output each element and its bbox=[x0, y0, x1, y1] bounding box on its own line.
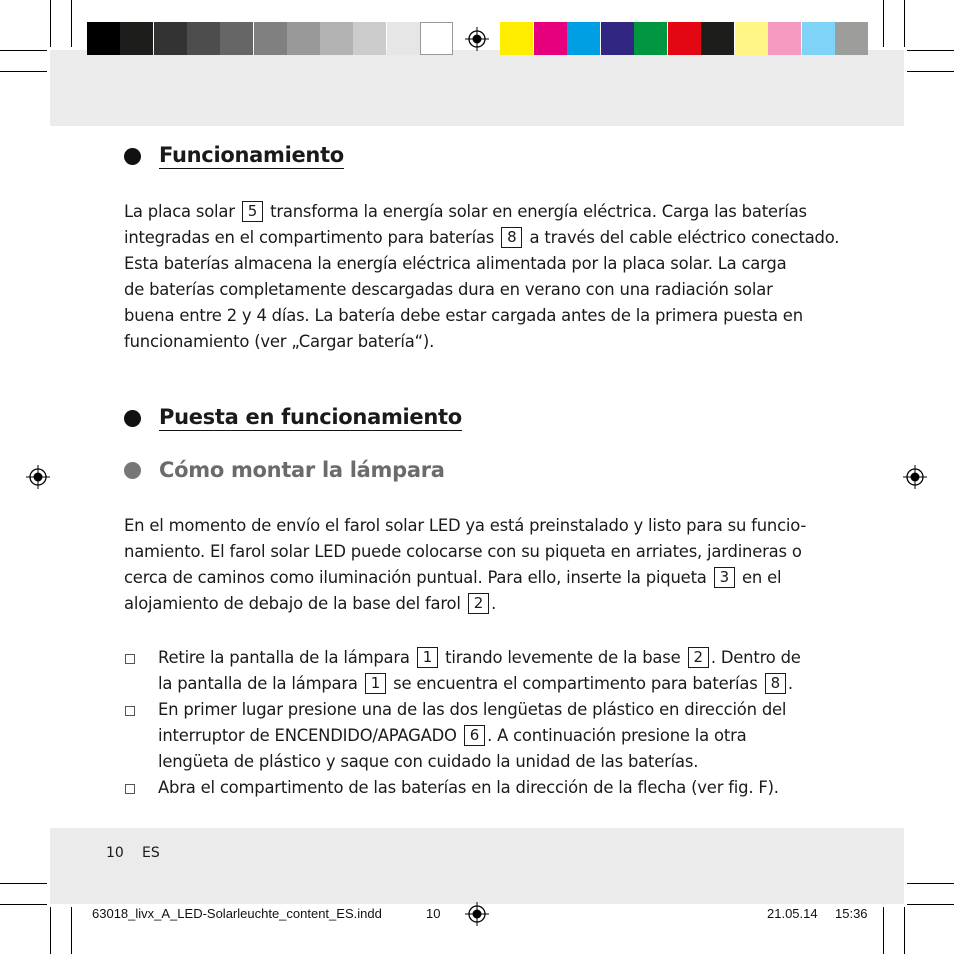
part-reference-number: 8 bbox=[501, 227, 522, 248]
text-line bbox=[158, 775, 779, 801]
gray-swatch bbox=[387, 22, 420, 55]
text-segment: funcionamiento (ver „Cargar batería“). bbox=[124, 332, 435, 351]
process-color-swatch bbox=[701, 22, 734, 55]
process-color-swatch bbox=[802, 22, 835, 55]
process-color-swatch bbox=[500, 22, 533, 55]
process-color-swatch bbox=[668, 22, 701, 55]
slug-page: 10 bbox=[426, 906, 441, 921]
part-reference-number: 6 bbox=[464, 725, 485, 746]
text-line bbox=[124, 329, 834, 355]
footer-band bbox=[50, 828, 904, 904]
registration-mark-icon bbox=[26, 465, 50, 489]
text-segment: buena entre 2 y 4 días. La batería debe estar cargada antes de la primera puesta en bbox=[124, 306, 803, 325]
text-segment: en el bbox=[737, 568, 782, 587]
text-segment: . A continuación presione la otra bbox=[487, 726, 747, 745]
text-line bbox=[124, 199, 834, 225]
process-color-swatch bbox=[735, 22, 768, 55]
language-code: ES bbox=[142, 845, 160, 861]
process-color-swatch bbox=[567, 22, 600, 55]
process-color-swatch bbox=[601, 22, 634, 55]
text-segment: . bbox=[491, 594, 497, 613]
text-line bbox=[124, 591, 834, 617]
gray-swatch bbox=[254, 22, 287, 55]
text-line bbox=[158, 697, 786, 723]
text-segment: alojamiento de debajo de la base del farol bbox=[124, 594, 466, 613]
bullet-icon bbox=[124, 410, 141, 427]
text-line bbox=[158, 645, 801, 671]
text-segment: la pantalla de la lámpara bbox=[158, 674, 363, 693]
part-reference-number: 2 bbox=[688, 647, 709, 668]
part-reference-number: 2 bbox=[468, 593, 489, 614]
header-band bbox=[50, 50, 904, 126]
section-heading-puesta bbox=[124, 405, 462, 431]
gray-swatch bbox=[220, 22, 253, 55]
text-segment: cerca de caminos como iluminación puntual. Para ello, inserte la piqueta bbox=[124, 568, 712, 587]
paragraph-funcionamiento bbox=[124, 199, 840, 355]
text-segment: Abra el compartimento de las baterías en la dirección de la flecha (ver fig. F). bbox=[158, 778, 779, 797]
part-reference-number: 1 bbox=[417, 647, 438, 668]
text-segment: . Dentro de bbox=[710, 648, 801, 667]
checkbox-bullet-icon bbox=[125, 654, 135, 664]
text-line bbox=[158, 749, 786, 775]
gray-swatch bbox=[420, 22, 453, 55]
text-segment: namiento. El farol solar LED puede colocarse con su piqueta en arriates, jardineras o bbox=[124, 542, 802, 561]
gray-swatch bbox=[187, 22, 220, 55]
bullet-icon bbox=[124, 148, 141, 165]
part-reference-number: 1 bbox=[365, 673, 386, 694]
gray-swatch bbox=[120, 22, 153, 55]
text-line bbox=[124, 513, 834, 539]
text-segment: interruptor de ENCENDIDO/APAGADO bbox=[158, 726, 462, 745]
text-line bbox=[124, 225, 840, 251]
section-heading-montar bbox=[124, 458, 445, 482]
part-reference-number: 3 bbox=[714, 567, 735, 588]
text-segment: de baterías completamente descargadas dura en verano con una radiación solar bbox=[124, 280, 773, 299]
section-heading-funcionamiento bbox=[124, 143, 344, 169]
text-line bbox=[124, 277, 834, 303]
text-line bbox=[158, 671, 801, 697]
text-segment: . bbox=[787, 674, 793, 693]
registration-mark-icon bbox=[465, 902, 489, 926]
text-line bbox=[124, 303, 834, 329]
heading-text: Cómo montar la lámpara bbox=[159, 458, 445, 482]
part-reference-number: 5 bbox=[242, 201, 263, 222]
part-reference-number: 8 bbox=[765, 673, 786, 694]
gray-swatch bbox=[154, 22, 187, 55]
bullet-icon bbox=[124, 462, 141, 479]
page-number: 10 bbox=[106, 845, 124, 861]
text-segment: Esta baterías almacena la energía eléctrica alimentada por la placa solar. La carga bbox=[124, 254, 787, 273]
registration-mark-icon bbox=[465, 27, 489, 51]
text-segment: Retire la pantalla de la lámpara bbox=[158, 648, 415, 667]
text-segment: a través del cable eléctrico conectado. bbox=[524, 228, 840, 247]
text-segment: La placa solar bbox=[124, 202, 240, 221]
text-segment: tirando levemente de la base bbox=[440, 648, 686, 667]
text-segment: En primer lugar presione una de las dos lengüetas de plástico en dirección del bbox=[158, 700, 787, 719]
text-line bbox=[124, 565, 834, 591]
checkbox-bullet-icon bbox=[125, 706, 135, 716]
process-color-swatch bbox=[634, 22, 667, 55]
text-line bbox=[124, 251, 834, 277]
gray-swatch bbox=[287, 22, 320, 55]
heading-text: Funcionamiento bbox=[159, 143, 344, 167]
registration-mark-icon bbox=[903, 465, 927, 489]
gray-swatch bbox=[320, 22, 353, 55]
slug-time: 15:36 bbox=[835, 906, 868, 921]
text-segment: lengüeta de plástico y saque con cuidado la unidad de las baterías. bbox=[158, 752, 699, 771]
text-line bbox=[124, 539, 834, 565]
process-color-swatch bbox=[835, 22, 868, 55]
text-segment: se encuentra el compartimento para baterías bbox=[388, 674, 763, 693]
checkbox-bullet-icon bbox=[125, 784, 135, 794]
process-color-swatch bbox=[534, 22, 567, 55]
text-segment: transforma la energía solar en energía eléctrica. Carga las baterías bbox=[265, 202, 807, 221]
gray-swatch bbox=[87, 22, 120, 55]
slug-filename: 63018_livx_A_LED-Solarleuchte_content_ES.indd bbox=[92, 906, 382, 921]
text-segment: integradas en el compartimento para baterías bbox=[124, 228, 500, 247]
text-line bbox=[158, 723, 786, 749]
process-color-swatch bbox=[768, 22, 801, 55]
heading-text: Puesta en funcionamiento bbox=[159, 405, 462, 429]
gray-swatch bbox=[353, 22, 386, 55]
text-segment: En el momento de envío el farol solar LED ya está preinstalado y listo para su funcio- bbox=[124, 516, 807, 535]
slug-date: 21.05.14 bbox=[767, 906, 818, 921]
paragraph-montar bbox=[124, 513, 834, 617]
